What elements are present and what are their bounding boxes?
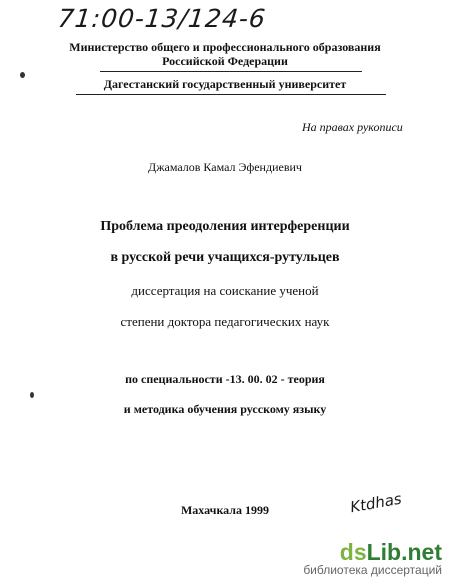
author-name: Джамалов Камал Эфендиевич [148, 160, 302, 174]
handwritten-archive-code: 71:00-13/124-6 [56, 4, 268, 33]
logo-part-ds: ds [339, 539, 367, 565]
scan-speck [20, 72, 25, 78]
dslib-logo [303, 540, 442, 564]
header-divider-bottom [76, 94, 386, 95]
manuscript-rights-note: На правах рукописи [302, 120, 403, 134]
specialty-line1: по специальности -13. 00. 02 - теория [125, 372, 325, 386]
logo-part-lib: Lib.net [366, 539, 442, 565]
ministry-heading-line1: Министерство общего и профессионального образования [69, 40, 381, 54]
header-divider-top [100, 71, 362, 72]
degree-subtitle-line2: степени доктора педагогических наук [120, 314, 330, 329]
dissertation-title-line1: Проблема преодоления интерференции [100, 219, 350, 234]
degree-subtitle-line1: диссертация на соискание ученой [131, 283, 319, 298]
university-name: Дагестанский государственный университет [103, 77, 347, 91]
city-and-year: Махачкала 1999 [180, 503, 270, 517]
dslib-watermark[interactable] [303, 540, 442, 577]
ministry-heading-line2: Российской Федерации [162, 54, 288, 68]
scan-speck [30, 392, 34, 398]
handwritten-signature: Ktdhas [348, 489, 403, 517]
dissertation-title-line2: в русской речи учащихся-рутульцев [110, 250, 340, 265]
watermark-subtitle: библиотека диссертаций [303, 563, 442, 577]
specialty-line2: и методика обучения русскому языку [123, 402, 327, 416]
